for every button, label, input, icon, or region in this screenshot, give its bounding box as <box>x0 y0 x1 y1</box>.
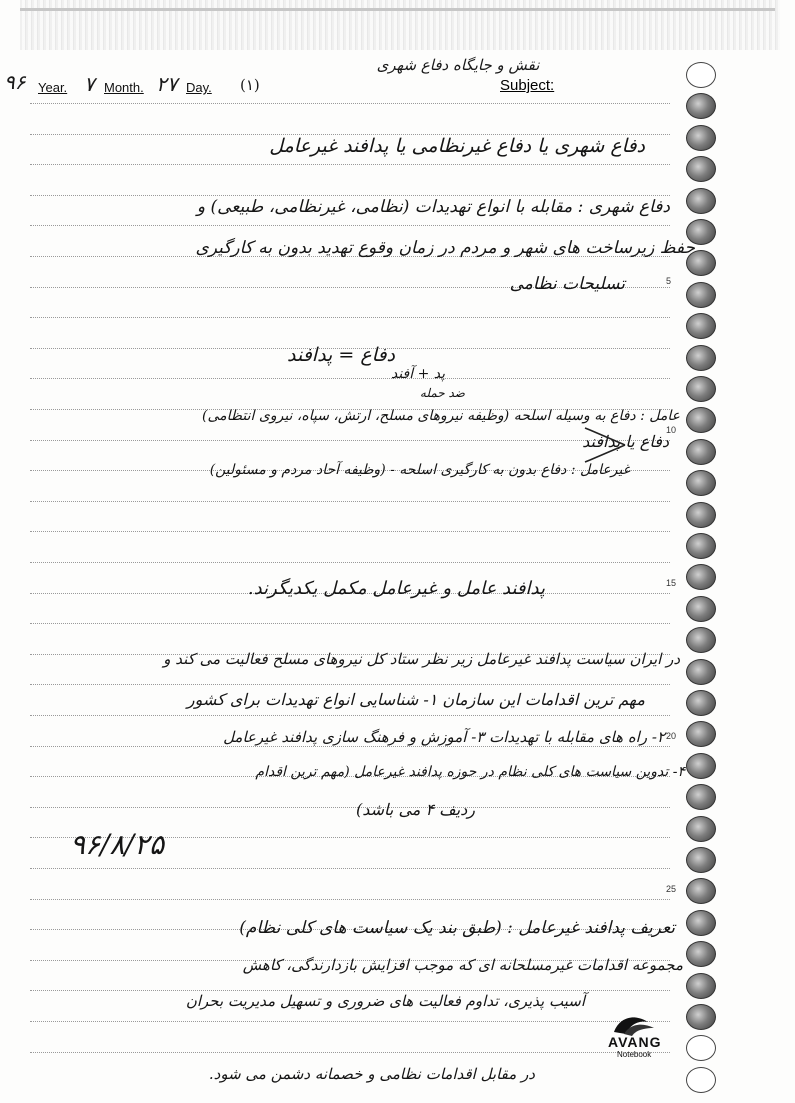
spiral-ring <box>686 376 716 402</box>
spiral-ring <box>686 1035 716 1061</box>
line-number-10: 10 <box>666 425 677 435</box>
ruled-line <box>30 378 670 379</box>
ruled-line <box>30 715 670 716</box>
spiral-ring <box>686 659 716 685</box>
ruled-line <box>30 868 670 869</box>
note-line-6b: غیرعامل : دفاع بدون به کارگیری اسلحه - (وظیفه آحاد مردم و مسئولین) <box>209 462 630 478</box>
spiral-ring <box>686 910 716 936</box>
month-value: ۷ <box>84 72 95 96</box>
note-line-6a: عامل : دفاع به وسیله اسلحه (وظیفه نیروهای مسلح، ارتش، سپاه، نیروی انتظامی) <box>202 408 680 424</box>
ruled-line <box>30 531 670 532</box>
year-value: ۹۶ <box>4 70 26 94</box>
line-number-20: 20 <box>666 731 677 741</box>
ruled-line <box>30 807 670 808</box>
ruled-line <box>30 623 670 624</box>
spiral-ring <box>686 721 716 747</box>
spiral-ring <box>686 439 716 465</box>
note-line-12: ردیف ۴ می باشد) <box>356 800 475 819</box>
note-line-9: مهم ترین اقدامات این سازمان ۱- شناسایی انواع تهدیدات برای کشور <box>186 690 645 709</box>
line-number-25: 25 <box>666 884 677 894</box>
note-line-11: ۴- تدوین سیاست های کلی نظام در حوزه پدافند غیرعامل (مهم ترین اقدام <box>255 764 685 780</box>
note-line-5c: ضد حمله <box>419 386 465 400</box>
spiral-ring <box>686 627 716 653</box>
ruled-line <box>30 684 670 685</box>
spiral-ring <box>686 502 716 528</box>
ruled-line <box>30 899 670 900</box>
spiral-ring <box>686 784 716 810</box>
note-line-1: دفاع شهری یا دفاع غیرنظامی یا پدافند غیرعامل <box>269 135 645 157</box>
ruled-line <box>30 317 670 318</box>
spiral-ring <box>686 596 716 622</box>
line-number-5: 5 <box>666 276 672 286</box>
note-line-8: در ایران سیاست پدافند غیرعامل زیر نظر ستاد کل نیروهای مسلح فعالیت می کند و <box>163 650 680 668</box>
spiral-ring <box>686 93 716 119</box>
spiral-ring <box>686 878 716 904</box>
day-extra: (۱) <box>240 76 260 94</box>
note-line-5b: پد + آفند <box>390 366 445 382</box>
note-line-16: در مقابل اقدامات نظامی و خصمانه دشمن می شود. <box>208 1065 535 1083</box>
spiral-ring <box>686 533 716 559</box>
spiral-ring <box>686 941 716 967</box>
note-line-7: پدافند عامل و غیرعامل مکمل یکدیگرند. <box>247 578 545 599</box>
note-line-13: تعریف پدافند غیرعامل : (طبق بند یک سیاست های کلی نظام) <box>239 918 675 938</box>
ruled-line <box>30 1021 670 1022</box>
ruled-line <box>30 225 670 226</box>
handwritten-date: ۹۶/۸/۲۵ <box>70 828 165 861</box>
branch-arrow-icon <box>550 420 630 470</box>
spiral-ring <box>686 973 716 999</box>
spiral-ring <box>686 1067 716 1093</box>
note-line-6c: دفاع یا پدافند <box>582 432 669 451</box>
ruled-line <box>30 1052 670 1053</box>
logo-name: AVANG <box>608 1034 662 1050</box>
spiral-ring <box>686 282 716 308</box>
ruled-line <box>30 501 670 502</box>
ruled-line <box>30 103 670 104</box>
spiral-ring <box>686 690 716 716</box>
spiral-ring <box>686 62 716 88</box>
month-label: Month. <box>104 80 144 95</box>
note-line-15: آسیب پذیری، تداوم فعالیت های ضروری و تسهیل مدیریت بحران <box>185 992 585 1010</box>
spiral-ring <box>686 470 716 496</box>
spiral-ring <box>686 188 716 214</box>
spiral-ring <box>686 847 716 873</box>
spiral-ring <box>686 1004 716 1030</box>
spiral-ring <box>686 753 716 779</box>
ruled-line <box>30 164 670 165</box>
note-line-2: دفاع شهری : مقابله با انواع تهدیدات (نظامی، غیرنظامی، طبیعی) و <box>196 197 670 217</box>
note-line-3: حفظ زیرساخت های شهر و مردم در زمان وقوع تهدید بدون به کارگیری <box>195 238 695 258</box>
spiral-ring <box>686 564 716 590</box>
spiral-ring <box>686 125 716 151</box>
subject-label: Subject: <box>500 77 555 94</box>
ruled-line <box>30 195 670 196</box>
logo-sub: Notebook <box>617 1050 652 1059</box>
day-value: ۲۷ <box>156 72 178 96</box>
spiral-ring <box>686 407 716 433</box>
year-label: Year. <box>38 80 68 95</box>
note-line-5: دفاع = پدافند <box>287 344 395 366</box>
spiral-ring <box>686 313 716 339</box>
spiral-ring <box>686 156 716 182</box>
ruled-line <box>30 562 670 563</box>
note-line-14: مجموعه اقدامات غیرمسلحانه ای که موجب افزایش بازدارندگی، کاهش <box>242 956 683 974</box>
note-line-4: تسلیحات نظامی <box>509 274 625 294</box>
spiral-binding <box>686 62 726 1103</box>
line-number-15: 15 <box>666 578 677 588</box>
note-line-10: ۲- راه های مقابله با تهدیدات ۳- آموزش و فرهنگ سازی پدافند غیرعامل <box>223 728 665 746</box>
spiral-ring <box>686 345 716 371</box>
subject-text: نقش و جایگاه دفاع شهری <box>376 56 540 74</box>
day-label: Day. <box>186 80 212 95</box>
page-top-rule <box>20 8 775 11</box>
spiral-ring <box>686 816 716 842</box>
